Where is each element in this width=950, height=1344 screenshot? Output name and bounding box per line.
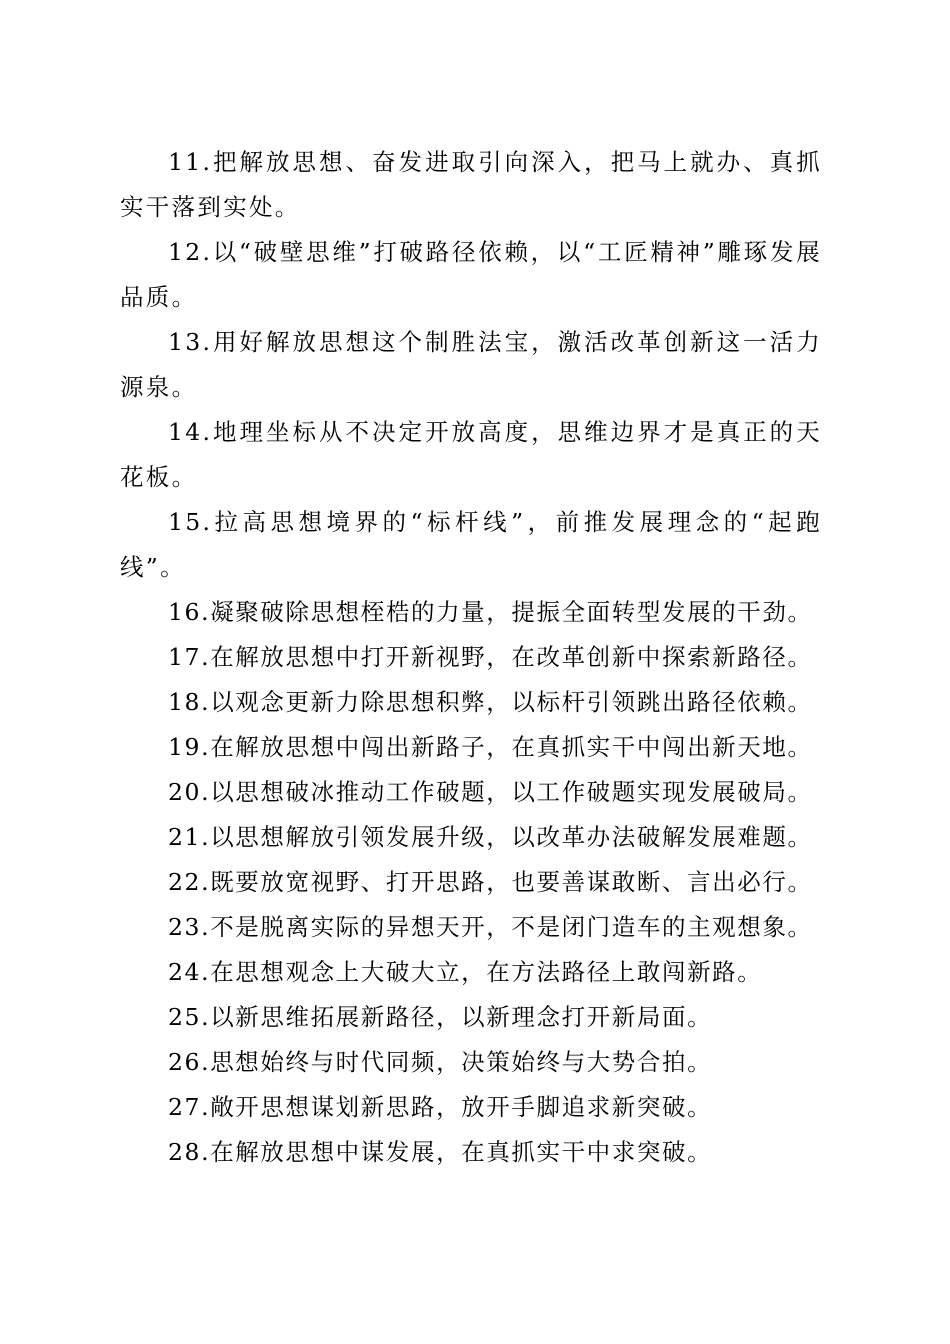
item-text: 在解放思想中打开新视野，在改革创新中探索新路径。 [210, 643, 813, 671]
item-text: 以观念更新力除思想积弊，以标杆引领跳出路径依赖。 [210, 688, 813, 716]
item-text: 在解放思想中谋发展，在真抓实干中求突破。 [210, 1138, 713, 1166]
item-text: 拉高思想境界的“标杆线”，前推发展理念的“起跑线”。 [120, 508, 822, 581]
list-item [120, 905, 822, 950]
list-item [120, 320, 822, 410]
item-number: 13. [168, 328, 213, 356]
item-number: 20. [168, 778, 211, 806]
item-number: 26. [168, 1048, 211, 1076]
list-item [120, 725, 822, 770]
item-number: 16. [168, 598, 211, 626]
document-body [120, 140, 822, 1175]
item-text: 以“破壁思维”打破路径依赖，以“工匠精神”雕琢发展品质。 [120, 238, 822, 311]
item-number: 12. [168, 238, 213, 266]
item-number: 21. [168, 823, 211, 851]
item-text: 以思想解放引领发展升级，以改革办法破解发展难题。 [210, 823, 813, 851]
list-item [120, 860, 822, 905]
list-item [120, 1040, 822, 1085]
item-text: 以思想破冰推动工作破题，以工作破题实现发展破局。 [210, 778, 813, 806]
item-number: 17. [168, 643, 211, 671]
list-item [120, 500, 822, 590]
list-item [120, 1130, 822, 1175]
item-number: 19. [168, 733, 211, 761]
list-item [120, 815, 822, 860]
list-item [120, 950, 822, 995]
item-number: 25. [168, 1003, 211, 1031]
list-item [120, 1085, 822, 1130]
item-number: 15. [168, 508, 213, 536]
list-item [120, 140, 822, 230]
item-text: 在解放思想中闯出新路子，在真抓实干中闯出新天地。 [210, 733, 813, 761]
item-text: 地理坐标从不决定开放高度，思维边界才是真正的天花板。 [120, 418, 822, 491]
item-text: 以新思维拓展新路径，以新理念打开新局面。 [210, 1003, 713, 1031]
item-number: 11. [168, 148, 213, 176]
item-text: 敞开思想谋划新思路，放开手脚追求新突破。 [210, 1093, 713, 1121]
list-item [120, 230, 822, 320]
item-number: 22. [168, 868, 211, 896]
item-text: 凝聚破除思想桎梏的力量，提振全面转型发展的干劲。 [210, 598, 813, 626]
item-text: 在思想观念上大破大立，在方法路径上敢闯新路。 [210, 958, 763, 986]
item-number: 27. [168, 1093, 211, 1121]
item-text: 把解放思想、奋发进取引向深入，把马上就办、真抓实干落到实处。 [120, 148, 822, 221]
item-text: 思想始终与时代同频，决策始终与大势合拍。 [210, 1048, 713, 1076]
item-text: 用好解放思想这个制胜法宝，激活改革创新这一活力源泉。 [120, 328, 822, 401]
item-text: 不是脱离实际的异想天开，不是闭门造车的主观想象。 [210, 913, 813, 941]
item-number: 14. [168, 418, 213, 446]
item-number: 28. [168, 1138, 211, 1166]
list-item [120, 680, 822, 725]
list-item [120, 590, 822, 635]
item-number: 18. [168, 688, 211, 716]
list-item [120, 995, 822, 1040]
list-item [120, 770, 822, 815]
item-number: 23. [168, 913, 211, 941]
item-text: 既要放宽视野、打开思路，也要善谋敢断、言出必行。 [210, 868, 813, 896]
list-item [120, 635, 822, 680]
list-item [120, 410, 822, 500]
item-number: 24. [168, 958, 211, 986]
